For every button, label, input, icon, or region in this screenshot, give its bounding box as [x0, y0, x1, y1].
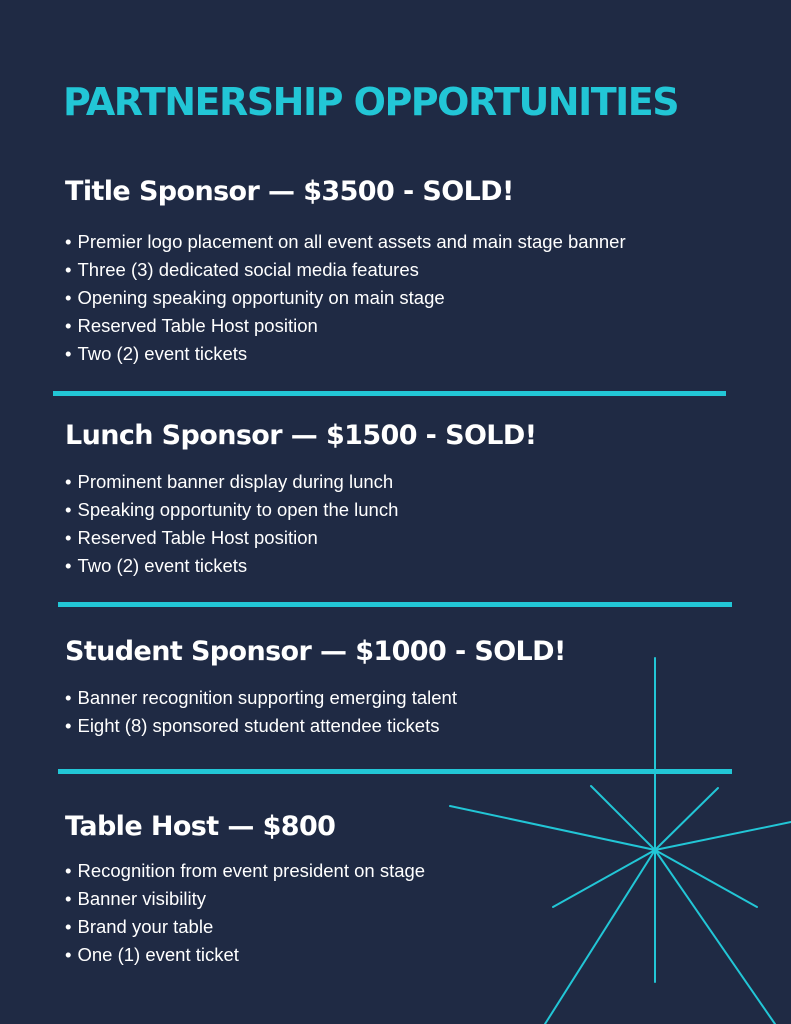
bullet-icon: •: [65, 715, 72, 736]
bullet-icon: •: [65, 888, 72, 909]
benefit-text: One (1) event ticket: [77, 944, 239, 965]
bullet-icon: •: [65, 471, 72, 492]
benefit-text: Reserved Table Host position: [77, 315, 318, 336]
tier-table-host: [65, 809, 745, 969]
tier-heading: Student Sponsor — $1000 - SOLD!: [65, 636, 566, 667]
benefit-text: Reserved Table Host position: [77, 527, 318, 548]
benefit-text: Three (3) dedicated social media features: [77, 259, 419, 280]
bullet-icon: •: [65, 287, 72, 308]
benefit-text: Two (2) event tickets: [77, 555, 248, 576]
bullet-icon: •: [65, 259, 72, 280]
bullet-icon: •: [65, 343, 72, 364]
list-item: [65, 913, 745, 941]
benefit-text: Recognition from event president on stage: [77, 860, 426, 881]
tier-heading: Title Sponsor — $3500 - SOLD!: [65, 176, 514, 207]
tier-heading: Lunch Sponsor — $1500 - SOLD!: [65, 420, 537, 451]
bullet-icon: •: [65, 860, 72, 881]
list-item: [65, 941, 745, 969]
bullet-icon: •: [65, 687, 72, 708]
benefit-text: Banner visibility: [77, 888, 207, 909]
benefit-text: Banner recognition supporting emerging talent: [77, 687, 457, 708]
bullet-icon: •: [65, 944, 72, 965]
page-title: PARTNERSHIP OPPORTUNITIES: [63, 80, 679, 124]
benefit-text: Two (2) event tickets: [77, 343, 248, 364]
benefit-text: Eight (8) sponsored student attendee tickets: [77, 715, 440, 736]
benefit-text: Speaking opportunity to open the lunch: [77, 499, 399, 520]
list-item: [65, 857, 745, 885]
bullet-icon: •: [65, 527, 72, 548]
benefit-text: Premier logo placement on all event assets and main stage banner: [77, 231, 626, 252]
tier-heading: Table Host — $800: [65, 811, 336, 842]
benefit-text: Brand your table: [77, 916, 214, 937]
bullet-icon: •: [65, 916, 72, 937]
list-item: [65, 885, 745, 913]
benefit-list: [65, 857, 745, 969]
bullet-icon: •: [65, 499, 72, 520]
benefit-text: Prominent banner display during lunch: [77, 471, 394, 492]
benefit-text: Opening speaking opportunity on main stage: [77, 287, 445, 308]
bullet-icon: •: [65, 231, 72, 252]
bullet-icon: •: [65, 315, 72, 336]
bullet-icon: •: [65, 555, 72, 576]
